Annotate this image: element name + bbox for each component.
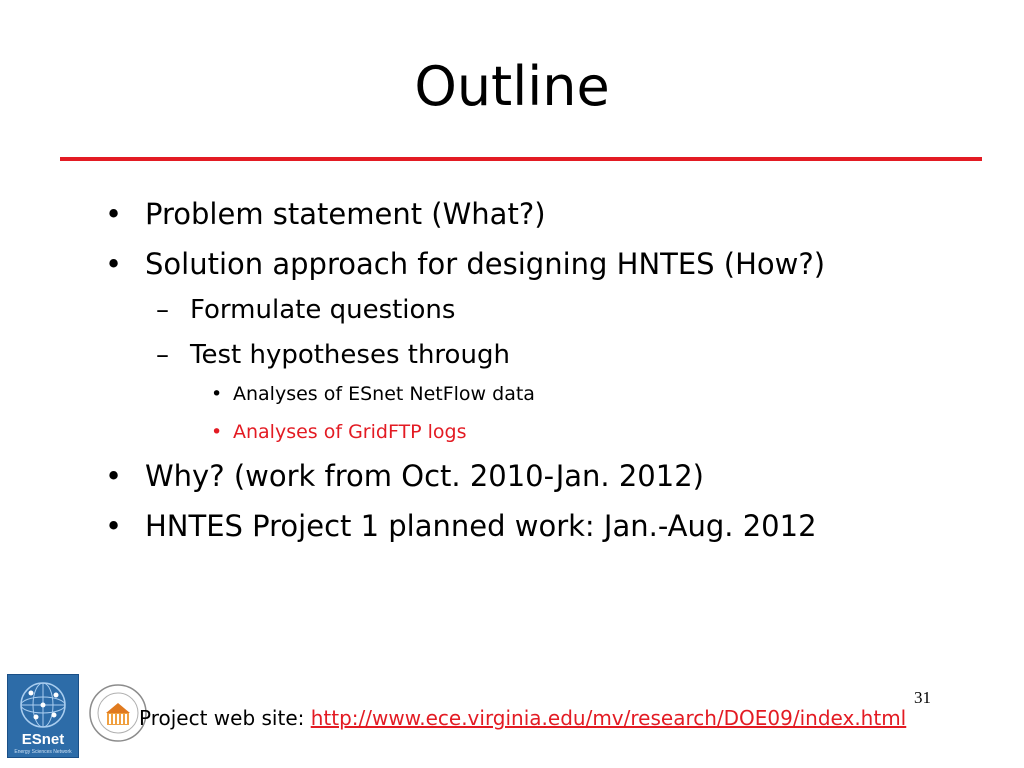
bullet-text: Why? (work from Oct. 2010-Jan. 2012) bbox=[145, 459, 704, 493]
title-divider bbox=[60, 157, 982, 161]
bullet-item bbox=[105, 458, 704, 494]
sub-bullet-item bbox=[156, 338, 510, 372]
bullet-marker: – bbox=[156, 340, 169, 370]
esnet-wordmark: ESnet bbox=[21, 731, 65, 748]
bullet-text: HNTES Project 1 planned work: Jan.-Aug. 2012 bbox=[145, 509, 817, 543]
bullet-marker: • bbox=[105, 509, 123, 543]
bullet-text: Formulate questions bbox=[190, 295, 456, 325]
bullet-marker: • bbox=[211, 421, 223, 443]
bullet-item bbox=[105, 508, 817, 544]
bullet-marker: – bbox=[156, 295, 169, 325]
esnet-logo bbox=[7, 674, 79, 758]
bullet-text: Analyses of ESnet NetFlow data bbox=[233, 383, 535, 405]
sub-sub-bullet-item-highlighted bbox=[211, 419, 467, 445]
bullet-item bbox=[105, 196, 546, 232]
sub-sub-bullet-item bbox=[211, 381, 535, 407]
esnet-tagline: Energy Sciences Network bbox=[14, 749, 72, 755]
project-website-link[interactable]: http://www.ece.virginia.edu/mv/research/DOE09/index.html bbox=[310, 706, 907, 730]
footer-label: Project web site: bbox=[139, 706, 311, 730]
bullet-marker: • bbox=[105, 197, 123, 231]
bullet-item bbox=[105, 246, 826, 282]
bullet-text: Analyses of GridFTP logs bbox=[233, 421, 467, 443]
footer-website bbox=[139, 704, 906, 732]
bullet-marker: • bbox=[105, 247, 123, 281]
globe-network-icon bbox=[14, 679, 72, 731]
bullet-text: Problem statement (What?) bbox=[145, 197, 546, 231]
bullet-text: Solution approach for designing HNTES (How?) bbox=[145, 247, 826, 281]
slide-title: Outline bbox=[414, 55, 610, 118]
bullet-text: Test hypotheses through bbox=[190, 340, 510, 370]
page-number: 31 bbox=[914, 688, 931, 707]
bullet-marker: • bbox=[211, 383, 223, 405]
sub-bullet-item bbox=[156, 293, 456, 327]
bullet-marker: • bbox=[105, 459, 123, 493]
